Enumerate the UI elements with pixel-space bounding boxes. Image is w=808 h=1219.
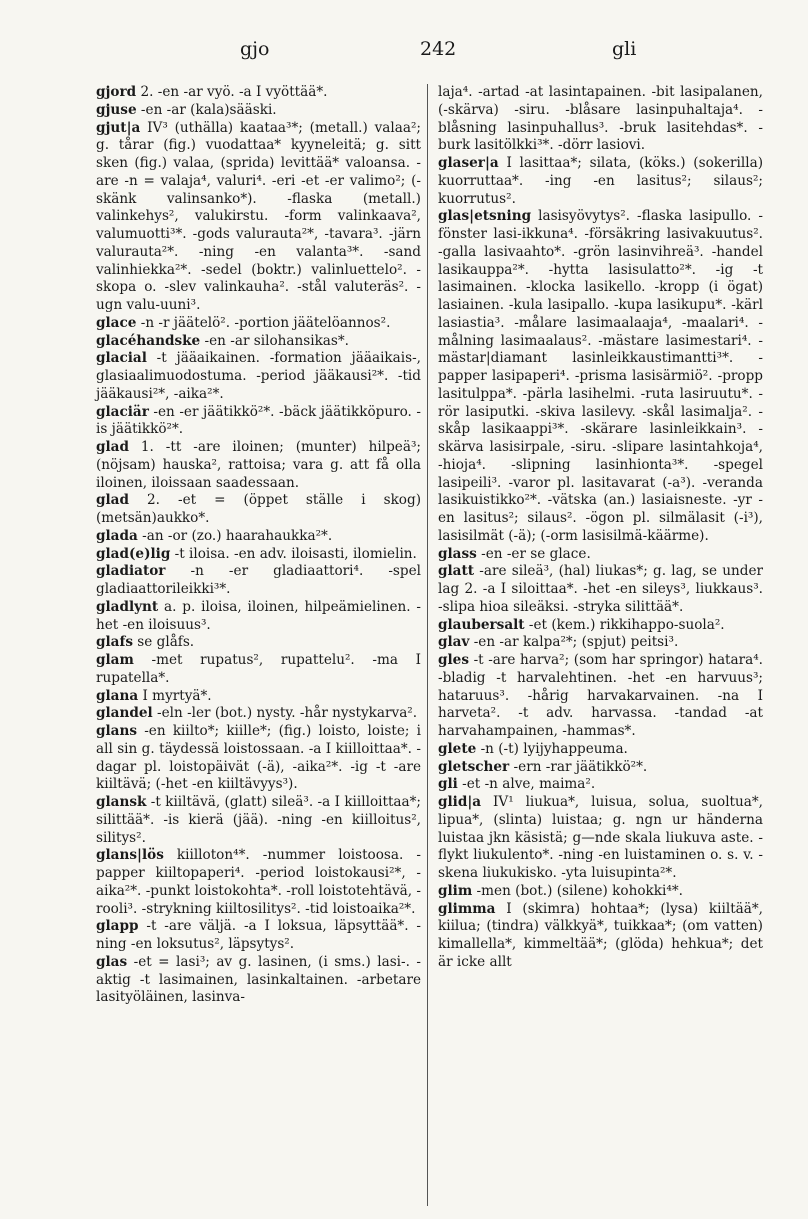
entry-headword: glandel xyxy=(96,705,153,722)
dictionary-entry xyxy=(96,350,421,403)
entry-definition: a. p. iloisa, iloinen, hilpeämielinen. -het -en iloisuus³. xyxy=(96,598,421,633)
entry-definition: -an -or (zo.) haarahaukka²*. xyxy=(137,527,333,544)
entry-headword: glimma xyxy=(438,900,496,917)
dictionary-entry xyxy=(438,84,763,155)
entry-definition: 2. -et = (öppet ställe i skog) (metsän)aukko*. xyxy=(96,492,421,526)
entry-definition: -en -er jäätikkö²*. -bäck jäätikköpuro. -is jäätikkö²*. xyxy=(96,403,421,438)
entry-headword: gletscher xyxy=(438,758,510,775)
page-number: 242 xyxy=(420,38,457,60)
entry-headword: glad xyxy=(96,439,129,455)
dictionary-entry xyxy=(96,439,421,492)
entry-headword: gjut|a xyxy=(96,119,141,136)
dictionary-entry xyxy=(96,546,421,564)
entry-headword: glatt xyxy=(438,563,475,580)
entry-headword: gladlynt xyxy=(96,598,159,615)
dictionary-entry xyxy=(96,794,421,847)
entry-headword: glass xyxy=(438,545,477,562)
entry-definition: -n (-t) lyijyhappeuma. xyxy=(476,740,628,757)
entry-definition: -eln -ler (bot.) nysty. -hår nystykarva². xyxy=(152,705,418,722)
entry-headword: gles xyxy=(438,652,469,668)
dictionary-entry xyxy=(438,652,763,741)
entry-definition: -are sileä³, (hal) liukas*; g. lag, se under lag 2. -a I siloittaa*. -het -en sileys³, liukkaus³. -slipa hioa sileäksi. -stryka silittää*. xyxy=(438,563,763,615)
entry-definition: I (skimra) hohtaa*; (lysa) kiiltää*, kiilua; (tindra) välkkyä*, tuikkaa*; (om vatten) kimallella*, kimmeltää*; (glöda) hehkua*; det är icke allt xyxy=(438,900,763,970)
entry-definition: -t kiiltävä, (glatt) sileä³. -a I kiilloittaa*; silittää*. -is kierä (jää). -ning -en kiilloitus², silitys². xyxy=(96,794,421,846)
right-column xyxy=(438,84,763,972)
guide-word-left: gjo xyxy=(240,38,270,60)
entry-definition: IV¹ liukua*, luisua, solua, suoltua*, lipua*, (slinta) luistaa; g. ngn ur händerna luistaa jkn käsistä; g—nde skala liukuva aste. -flykt liukulento*. -ning -en luistaminen o. s. v. -skena liukukisko. -yta luisupinta²*. xyxy=(438,794,763,881)
page-header xyxy=(60,38,760,68)
entry-headword: glace xyxy=(96,314,137,331)
entry-definition: -et -n alve, maima². xyxy=(457,776,596,793)
dictionary-entry xyxy=(438,563,763,616)
dictionary-entry xyxy=(438,634,763,652)
entry-definition: -en -er se glace. xyxy=(476,545,591,562)
dictionary-entry xyxy=(438,208,763,545)
left-column xyxy=(96,84,421,1007)
dictionary-entry xyxy=(438,155,763,208)
entry-headword: glam xyxy=(96,652,134,668)
dictionary-entry xyxy=(96,333,421,351)
entry-headword: glas xyxy=(96,953,128,970)
entry-definition: I lasittaa*; silata, (köks.) (sokerilla) kuorruttaa*. -ing -en lasitus²; silaus²; kuorrutus². xyxy=(438,155,763,207)
entry-headword: glapp xyxy=(96,918,139,935)
entry-headword: gladiator xyxy=(96,563,166,580)
entry-definition: -ern -rar jäätikkö²*. xyxy=(509,758,648,775)
entry-definition: -men (bot.) (silene) kohokki⁴*. xyxy=(472,882,683,899)
entry-headword: glada xyxy=(96,527,138,544)
column-divider xyxy=(427,84,428,1206)
dictionary-entry xyxy=(96,954,421,1007)
dictionary-entry xyxy=(96,84,421,102)
dictionary-entry xyxy=(438,546,763,564)
dictionary-entry xyxy=(438,794,763,883)
entry-definition: -n -er gladiaattori⁴. -spel gladiaattorileikki³*. xyxy=(96,563,421,597)
entry-definition: kiilloton⁴*. -nummer loistoosa. -papper kiiltopaperi⁴. -period loistokausi²*, -aika²*. -punkt loistokohta*. -roll loistotehtävä, -rooli³. -strykning kiiltosilitys². -tid loistoaika²*. xyxy=(96,847,421,917)
entry-definition: -met rupatus², rupattelu². -ma I rupatella*. xyxy=(96,652,421,686)
entry-headword: glans|lös xyxy=(96,847,164,864)
dictionary-entry xyxy=(96,563,421,599)
dictionary-entry xyxy=(96,918,421,954)
dictionary-entry xyxy=(438,617,763,635)
entry-headword: gjuse xyxy=(96,101,137,118)
dictionary-entry xyxy=(96,492,421,528)
entry-headword: glas|etsning xyxy=(438,208,532,225)
entry-definition: 2. -en -ar vyö. -a I vyöttää*. xyxy=(136,84,328,100)
entry-headword: glad(e)lig xyxy=(96,545,171,562)
entry-definition: -en -ar silohansikas*. xyxy=(200,332,349,349)
dictionary-entry xyxy=(438,776,763,794)
dictionary-entry xyxy=(96,847,421,918)
entry-definition: -en kiilto*; kiille*; (fig.) loisto, loiste; i all sin g. täydessä loistossaan. -a I kiilloittaa*. -dagar pl. loistopäivät (-ä), -aika²*. -ig -t -are kiiltävä; (-het -en kiiltävyys³). xyxy=(96,723,421,793)
guide-word-right: gli xyxy=(612,38,637,60)
dictionary-entry xyxy=(96,315,421,333)
dictionary-entry xyxy=(96,688,421,706)
entry-definition: -n -r jäätelö². -portion jäätelöannos². xyxy=(136,314,391,331)
dictionary-entry xyxy=(96,528,421,546)
entry-headword: glacial xyxy=(96,350,147,367)
entry-headword: gjord xyxy=(96,84,137,100)
dictionary-entry xyxy=(96,634,421,652)
entry-definition: se glåfs. xyxy=(132,634,195,651)
dictionary-entry xyxy=(96,705,421,723)
entry-headword: glaubersalt xyxy=(438,616,525,633)
entry-headword: glid|a xyxy=(438,794,482,810)
entry-headword: glim xyxy=(438,882,473,899)
entry-headword: glana xyxy=(96,687,139,704)
dictionary-entry xyxy=(438,759,763,777)
entry-headword: glad xyxy=(96,492,129,509)
entry-definition: -en -ar (kala)sääski. xyxy=(136,101,277,118)
entry-definition: IV³ (uthälla) kaataa³*; (metall.) valaa²; g. tårar (fig.) vuodattaa* kyyneleitä; g. sitt sken (fig.) valaa, (sprida) levittää* valoansa. -are -n = valaja⁴, valuri⁴. -eri -et -er valimo²; (-skänk valinsanko*). -flaska (metall.) valinkehys², valukirstu. -form valinkaava², valumuotti³*. -gods valurauta²*, -tavara³. -järn valurauta²*. -ning -en valanta³*. -sand valinhiekka²*. -sedel (boktr.) valinluettelo². -skopa o. -slev valinkauha². -stål valuteräs². -ugn valu-uuni³. xyxy=(96,119,421,313)
dictionary-entry xyxy=(96,404,421,440)
entry-definition: -et (kem.) rikkihappo-suola². xyxy=(524,616,725,633)
entry-definition: -t -are väljä. -a I loksua, läpsyttää*. -ning -en loksutus², läpsytys². xyxy=(96,918,421,952)
entry-definition: -t jääaikainen. -formation jääaikais-, glasiaalimuodostuma. -period jääkausi²*. -tid jääkausi²*, -aika²*. xyxy=(96,350,421,402)
dictionary-entry xyxy=(96,120,421,315)
entry-definition: -et = lasi³; av g. lasinen, (i sms.) lasi-. -aktig -t lasimainen, lasinkaltainen. -arbetare lasityöläinen, lasinva- xyxy=(96,953,421,1006)
entry-definition: -t -are harva²; (som har springor) hatara⁴. -bladig -t harvalehtinen. -het -en harvuus³; hataruus³. -hårig harvakarvainen. -na I harveta². -t adv. harvassa. -tandad -at harvahampainen, -hammas*. xyxy=(438,652,763,739)
entry-headword: glaciär xyxy=(96,403,149,420)
dictionary-entry xyxy=(438,901,763,972)
entry-headword: glansk xyxy=(96,794,147,810)
entry-headword: glacéhandske xyxy=(96,332,201,349)
entry-headword: glans xyxy=(96,723,138,739)
entry-definition: lasisyövytys². -flaska lasipullo. -fönster lasi-ikkuna⁴. -försäkring lasivakuutus². -galla lasivaahto*. -grön lasinvihreä³. -handel lasikauppa²*. -hytta lasisulatto²*. -ig -t lasimainen. -klocka lasikello. -kropp (i ögat) lasiainen. -kula lasipallo. -kupa lasikupu*. -kärl lasiastia³. -målare lasimaalaaja⁴, -maalari⁴. -målning lasimaalaus². -mästare lasimestari⁴. -mästar|diamant lasinleikkaustimantti³*. -papper lasipaperi⁴. -prisma lasisärmiö². -propp lasitulppa*. -pärla lasihelmi. -ruta lasiruutu*. -rör lasiputki. -skiva lasilevy. -skål lasimalja². -skåp lasikaappi³*. -skärare lasinleikkain³. -skärva lasisirpale, -siru. -slipare lasintahkoja⁴, -hioja⁴. -slipning lasinhionta³*. -spegel lasipeili³. -varor pl. lasitavarat (-a³). -veranda lasikuistikko²*. -vätska (an.) lasiaisneste. -yr -en lasitus²; silaus². -ögon pl. silmälasit (-i³), lasisilmät (-ä); (-orm lasisilmä-käärme). xyxy=(438,208,763,544)
entry-definition: -en -ar kalpa²*; (spjut) peitsi³. xyxy=(469,634,679,651)
entry-headword: glav xyxy=(438,634,470,651)
entry-definition: 1. -tt -are iloinen; (munter) hilpeä³; (nöjsam) hauska², rattoisa; vara g. att få olla iloinen, iloissaan saadessaan. xyxy=(96,439,421,491)
dictionary-entry xyxy=(96,723,421,794)
entry-headword: glete xyxy=(438,740,477,757)
dictionary-entry xyxy=(96,599,421,635)
entry-headword: glaser|a xyxy=(438,155,499,171)
entry-headword: gli xyxy=(438,776,458,793)
dictionary-entry xyxy=(438,883,763,901)
dictionary-entry xyxy=(96,102,421,120)
dictionary-entry xyxy=(438,741,763,759)
entry-definition: I myrtyä*. xyxy=(138,687,212,704)
entry-headword: glafs xyxy=(96,634,133,651)
entry-definition: -t iloisa. -en adv. iloisasti, ilomielin. xyxy=(170,545,417,562)
entry-definition: laja⁴. -artad -at lasintapainen. -bit lasipalanen, (-skärva) -siru. -blåsare lasinpuhaltaja⁴. -blåsning lasinpuhallus³. -bruk lasitehdas*. -burk lasitölkki³*. -dörr lasiovi. xyxy=(438,84,763,154)
dictionary-entry xyxy=(96,652,421,688)
